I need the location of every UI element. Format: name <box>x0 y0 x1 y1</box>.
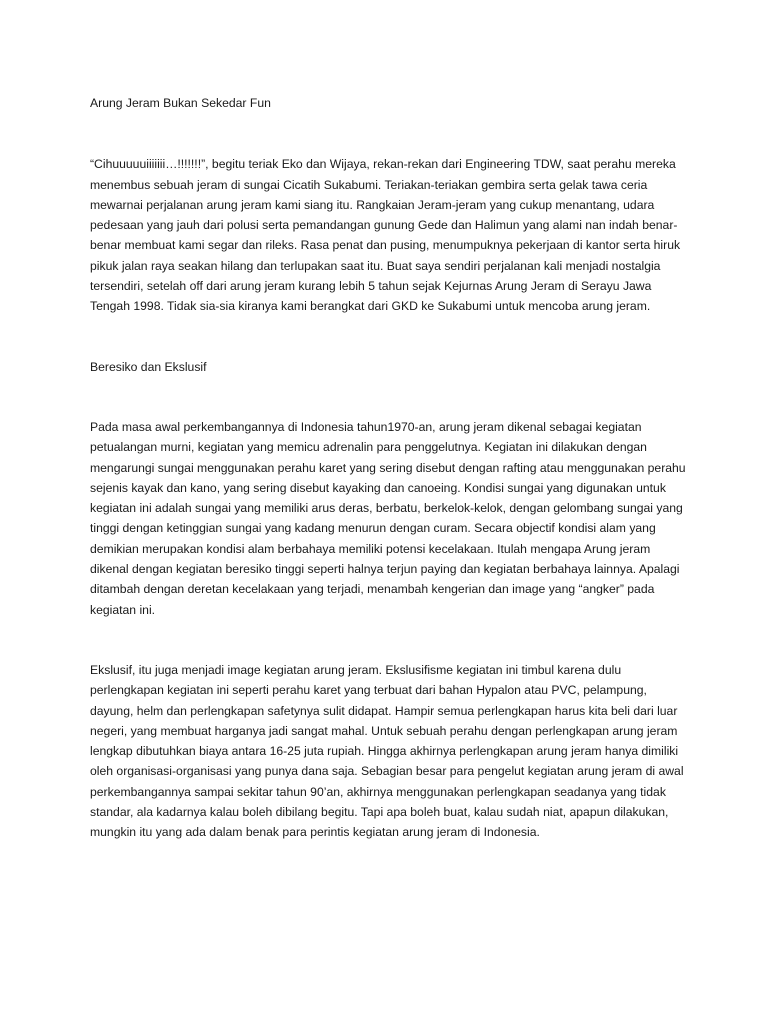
section-heading: Beresiko dan Ekslusif <box>90 359 207 374</box>
section-paragraph-2: Ekslusif, itu juga menjadi image kegiatan arung jeram. Ekslusifisme kegiatan ini timbul karena dulu perlengkapan kegiatan ini seperti perahu karet yang terbuat dari bahan Hypalon atau PVC, pelampung, dayung, helm dan perlengkapan safetynya sulit didapat. Hampir semua perlengkapan harus kita beli dari luar negeri, yang membuat harganya jadi sangat mahal. Untuk sebuah perahu dengan perlengkapan arung jeram lengkap dibutuhkan biaya antara 16-25 juta rupiah. Hingga akhirnya perlengkapan arung jeram hanya dimiliki oleh organisasi-organisasi yang punya dana saja. Sebagian besar para pengelut kegiatan arung jeram di awal perkembangannya sampai sekitar tahun 90’an, akhirnya menggunakan perlengkapan seadanya yang tidak standar, ala kadarnya kalau boleh dibilang begitu. Tapi apa boleh buat, kalau sudah niat, apapun dilakukan, mungkin itu yang ada dalam benak para perintis kegiatan arung jeram di Indonesia. <box>90 662 684 840</box>
intro-paragraph: “Cihuuuuuiiiiiii…!!!!!!!”, begitu teriak Eko dan Wijaya, rekan-rekan dari Engineering TDW, saat perahu mereka menembus sebuah jeram di sungai Cicatih Sukabumi. Teriakan-teriakan gembira serta gelak tawa ceria mewarnai perjalanan arung jeram kami siang itu. Rangkaian Jeram-jeram yang cukup menantang, udara pedesaan yang jauh dari polusi serta pemandangan gunung Gede dan Halimun yang alami nan indah benar-benar membuat kami segar dan rileks. Rasa penat dan pusing, menumpuknya pekerjaan di kantor serta hiruk pikuk jalan raya seakan hilang dan terlupakan saat itu. Buat saya sendiri perjalanan kali menjadi nostalgia tersendiri, setelah off dari arung jeram kurang lebih 5 tahun sejak Kejurnas Arung Jeram di Serayu Jawa Tengah 1998. Tidak sia-sia kiranya kami berangkat dari GKD ke Sukabumi untuk mencoba arung jeram. <box>90 157 681 314</box>
document-title: Arung Jeram Bukan Sekedar Fun <box>90 96 271 110</box>
section-paragraph-1: Pada masa awal perkembangannya di Indonesia tahun1970-an, arung jeram dikenal sebagai kegiatan petualangan murni, kegiatan yang memicu adrenalin para penggelutnya. Kegiatan ini dilakukan dengan mengarungi sungai menggunakan perahu karet yang sering disebut dengan rafting atau menggunakan perahu sejenis kayak dan kano, yang sering disebut kayaking dan canoeing. Kondisi sungai yang digunakan untuk kegiatan ini adalah sungai yang memiliki arus deras, berbatu, berkelok-kelok, dengan gelombang sungai yang tinggi dengan ketinggian sungai yang kadang menurun dengan curam. Secara objectif kondisi alam yang demikian merupakan kondisi alam berbahaya memiliki potensi kecelakaan. Itulah mengapa Arung jeram dikenal dengan kegiatan beresiko tinggi seperti halnya terjun paying dan kegiatan berbahaya lainnya. Apalagi ditambah dengan deretan kecelakaan yang terjadi, menambah kengerian dan image yang “angker” pada kegiatan ini. <box>90 419 686 617</box>
document-page <box>90 93 690 843</box>
